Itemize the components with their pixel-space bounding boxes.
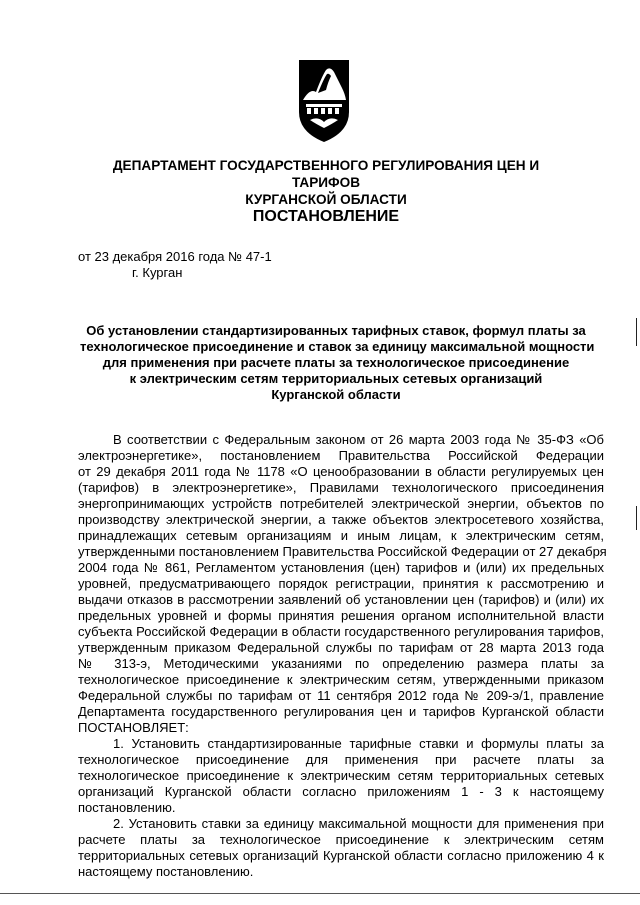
document-subject <box>80 323 595 403</box>
subject-line: технологическое присоединение и ставок за единицу максимальной мощности <box>80 339 595 354</box>
preamble-line: производству электрической энергии, а также объектов электросетевого хозяйства, <box>78 512 604 527</box>
scan-bottom-border <box>0 893 640 894</box>
item-1-line: постановлению. <box>78 800 176 815</box>
preamble-line: технологическое присоединение к электрическим сетям, утвержденными приказом <box>78 672 604 687</box>
department-name <box>80 157 572 208</box>
preamble-line: уровней, предусматривающего порядок регистрации, принятия к рассмотрению и <box>78 576 604 591</box>
item-2-line: 2. Установить ставки за единицу максимальной мощности для применения при <box>113 816 604 831</box>
preamble-line: от 29 декабря 2011 года № 1178 «О ценообразовании в области регулируемых цен <box>78 464 604 479</box>
department-name-line-2: КУРГАНСКОЙ ОБЛАСТИ <box>245 192 407 207</box>
item-1-line: технологическое присоединение к электрическим сетям территориальных сетевых <box>78 768 604 783</box>
scan-edge-mark <box>636 318 637 346</box>
subject-line: к электрическим сетям территориальных сетевых организаций <box>129 371 543 386</box>
kurgan-region-coat-of-arms-icon <box>296 58 352 144</box>
document-city: г. Курган <box>132 265 183 280</box>
document-body <box>78 432 607 880</box>
preamble-line: электроэнергетике», постановлением Правительства Российской Федерации <box>78 448 604 463</box>
item-1-line: организаций Курганской области согласно приложениям 1 - 3 к настоящему <box>78 784 604 799</box>
preamble-line: утвержденным приказом Федеральной службы по тарифам от 28 марта 2013 года <box>78 640 604 655</box>
item-2-line: территориальных сетевых организаций Курганской области согласно приложению 4 к <box>78 848 604 863</box>
resolution-keyword: ПОСТАНОВЛЯЕТ: <box>78 720 189 735</box>
scan-edge-mark <box>636 506 637 530</box>
preamble-line: В соответствии с Федеральным законом от 26 марта 2003 года № 35-ФЗ «Об <box>113 432 604 447</box>
preamble-line: (тарифов) в электроэнергетике», Правилами технологического присоединения <box>78 480 604 495</box>
department-name-line-1: ДЕПАРТАМЕНТ ГОСУДАРСТВЕННОГО РЕГУЛИРОВАНИЯ ЦЕН И ТАРИФОВ <box>112 158 540 190</box>
preamble-line: Департамента государственного регулирования цен и тарифов Курганской области <box>78 704 604 719</box>
preamble-line: субъекта Российской Федерации в области государственного регулирования тарифов, <box>78 624 604 639</box>
item-1-line: технологическое присоединение для применения при расчете платы за <box>78 752 604 767</box>
document-date-number: от 23 декабря 2016 года № 47-1 <box>78 249 272 264</box>
subject-line: для применения при расчете платы за технологическое присоединение <box>102 355 570 370</box>
preamble-line: Федеральной службы по тарифам от 11 сентября 2012 года № 209-э/1, правление <box>78 688 604 703</box>
item-2-line: расчете платы за технологическое присоединение к электрическим сетям <box>78 832 604 847</box>
subject-line: Об установлении стандартизированных тарифных ставок, формул платы за <box>86 323 586 338</box>
preamble-line: 2004 года № 861, Регламентом установления (цен) тарифов и (или) их предельных <box>78 560 604 575</box>
preamble-line: выдачи отказов в рассмотрении заявлений об установлении цен (тарифов) и (или) их <box>78 592 604 607</box>
preamble-line: предельных уровней и формы принятия решения органом исполнительной власти <box>78 608 604 623</box>
preamble-line: утвержденными постановлением Правительства Российской Федерации от 27 декабря <box>78 544 607 559</box>
item-1-line: 1. Установить стандартизированные тарифные ставки и формулы платы за <box>113 736 604 751</box>
document-type-title: ПОСТАНОВЛЕНИЕ <box>252 208 400 225</box>
preamble-line: № 313-э, Методическими указаниями по определению размера платы за <box>78 656 604 671</box>
subject-line: Курганской области <box>271 387 401 402</box>
preamble-line: энергопринимающих устройств потребителей электрической энергии, объектов по <box>78 496 604 511</box>
item-2-line: настоящему постановлению. <box>78 864 254 879</box>
preamble-line: принадлежащих сетевым организациям и иным лицам, к электрическим сетям, <box>78 528 604 543</box>
